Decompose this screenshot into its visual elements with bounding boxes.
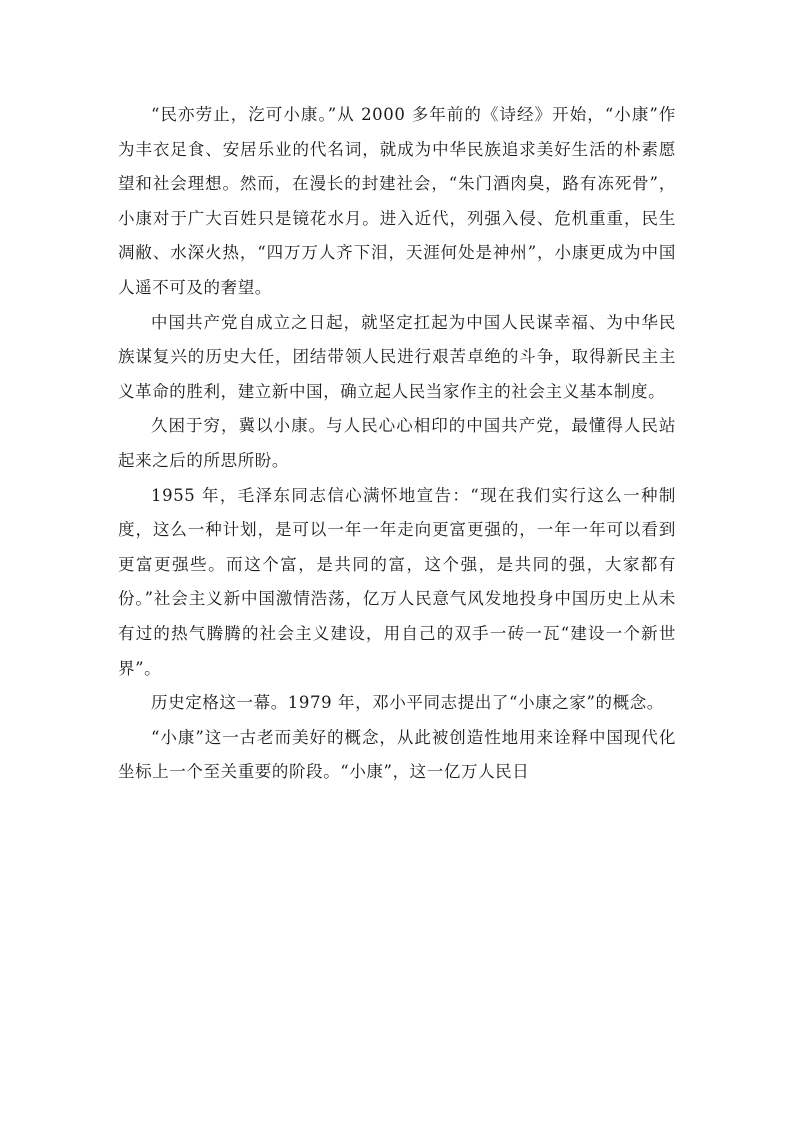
paragraph-2: 中国共产党自成立之日起，就坚定扛起为中国人民谋幸福、为中华民族谋复兴的历史大任，团结带领人民进行艰苦卓绝的斗争，取得新民主主义革命的胜利，建立新中国，确立起人民当家作主的社会主义基本制度。 bbox=[118, 312, 676, 401]
document-body bbox=[118, 98, 676, 790]
paragraph-3: 久困于穷，冀以小康。与人民心心相印的中国共产党，最懂得人民站起来之后的所思所盼。 bbox=[118, 416, 676, 470]
paragraph-1: “民亦劳止，汔可小康。”从 2000 多年前的《诗经》开始，“小康”作为丰衣足食、安居乐业的代名词，就成为中华民族追求美好生活的朴素愿望和社会理想。然而，在漫长的封建社会，“朱门酒肉臭，路有冻死骨”，小康对于广大百姓只是镜花水月。进入近代，列强入侵、危机重重，民生凋敝、水深火热，“四万万人齐下泪，天涯何处是神州”，小康更成为中国人遥不可及的奢望。 bbox=[118, 105, 676, 297]
paragraph-5: 历史定格这一幕。1979 年，邓小平同志提出了“小康之家”的概念。 bbox=[151, 693, 664, 713]
paragraph-4: 1955 年，毛泽东同志信心满怀地宣告：“现在我们实行这么一种制度，这么一种计划，是可以一年一年走向更富更强的，一年一年可以看到更富更强些。而这个富，是共同的富，这个强，是共同的强，大家都有份。”社会主义新中国激情浩荡，亿万人民意气风发地投身中国历史上从未有过的热气腾腾的社会主义建设，用自己的双手一砖一瓦“建设一个新世界”。 bbox=[118, 485, 676, 678]
paragraph-6: “小康”这一古老而美好的概念，从此被创造性地用来诠释中国现代化坐标上一个至关重要的阶段。“小康”，这一亿万人民日 bbox=[118, 727, 676, 782]
